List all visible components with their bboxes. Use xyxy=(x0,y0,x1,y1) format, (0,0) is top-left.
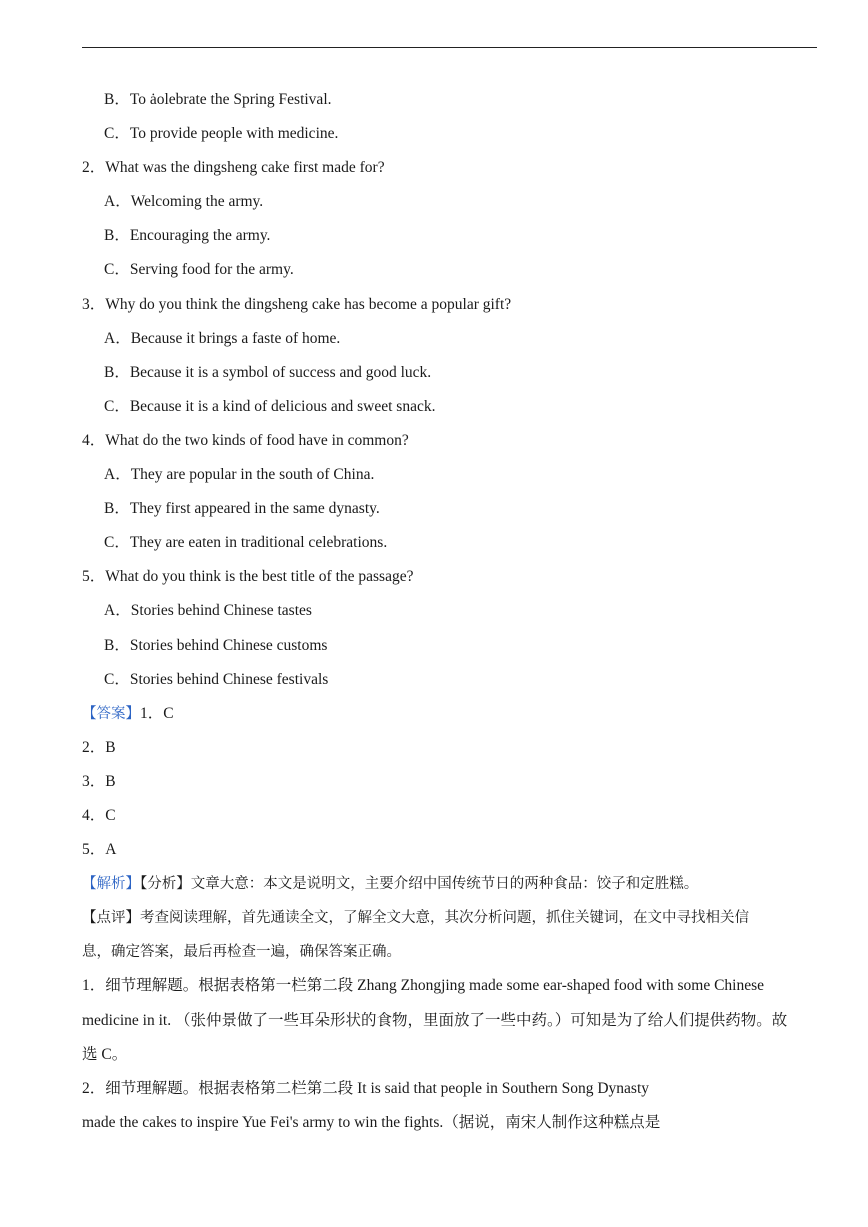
q4-option-a: A．They are popular in the south of China. xyxy=(104,466,375,484)
q5-stem: 5．What do you think is the best title of the passage? xyxy=(82,568,414,586)
explanation-2-line-2: made the cakes to inspire Yue Fei's army to win the fights.（据说，南宋人制作这种糕点是 xyxy=(82,1113,661,1131)
q2-stem: 2．What was the dingsheng cake first made for? xyxy=(82,159,385,177)
analysis-tag: 【解析】 xyxy=(82,876,140,893)
q5-option-c: C．Stories behind Chinese festivals xyxy=(104,670,329,688)
q3-option-a: A．Because it brings a faste of home. xyxy=(104,329,341,347)
explanation-1-line-2: medicine in it. （张仲景做了一些耳朵形状的食物，里面放了一些中药。）可知是为了给人们提供药物。故 xyxy=(82,1011,788,1029)
q1-option-b: B．To ȧolebrate the Spring Festival. xyxy=(104,91,332,108)
analysis-line xyxy=(82,867,822,901)
answer-item: 2．B xyxy=(82,738,116,756)
header-rule xyxy=(82,47,817,48)
q4-stem: 4．What do the two kinds of food have in common? xyxy=(82,431,409,449)
explanation-1-line-1: 1．细节理解题。根据表格第一栏第二段 Zhang Zhongjing made some ear-shaped food with some Chinese xyxy=(82,977,765,995)
answer-tag: 【答案】 xyxy=(82,705,140,722)
q4-option-c: C．They are eaten in traditional celebrations. xyxy=(104,534,388,552)
q5-option-b: B．Stories behind Chinese customs xyxy=(104,636,328,654)
comment-line-1: 【点评】考查阅读理解，首先通读全文，了解全文大意，其次分析问题，抓住关键词，在文中寻找相关信 xyxy=(82,910,749,927)
q2-option-b: B．Encouraging the army. xyxy=(104,227,271,245)
q2-option-c: C．Serving food for the army. xyxy=(104,261,294,279)
explanation-2-line-1: 2．细节理解题。根据表格第二栏第二段 It is said that people in Southern Song Dynasty xyxy=(82,1079,650,1097)
q5-option-a: A．Stories behind Chinese tastes xyxy=(104,602,312,620)
answer-item: 4．C xyxy=(82,806,116,824)
analysis-text: 【分析】文章大意：本文是说明文，主要介绍中国传统节日的两种食品：饺子和定胜糕。 xyxy=(140,876,699,893)
answer-item: 5．A xyxy=(82,841,117,859)
q3-option-c: C．Because it is a kind of delicious and sweet snack. xyxy=(104,397,436,415)
answer-line xyxy=(82,697,822,731)
explanation-1-line-3: 选 C。 xyxy=(82,1045,128,1063)
q2-option-a: A．Welcoming the army. xyxy=(104,193,264,211)
q1-option-c: C．To provide people with medicine. xyxy=(104,125,339,143)
answer-first: 1．C xyxy=(140,704,174,722)
document-body xyxy=(82,83,822,1140)
q4-option-b: B．They first appeared in the same dynasty. xyxy=(104,500,380,518)
comment-line-2: 息，确定答案，最后再检查一遍，确保答案正确。 xyxy=(82,944,401,961)
q3-option-b: B．Because it is a symbol of success and good luck. xyxy=(104,363,432,381)
q3-stem: 3．Why do you think the dingsheng cake has become a popular gift? xyxy=(82,295,512,313)
answer-item: 3．B xyxy=(82,772,116,790)
